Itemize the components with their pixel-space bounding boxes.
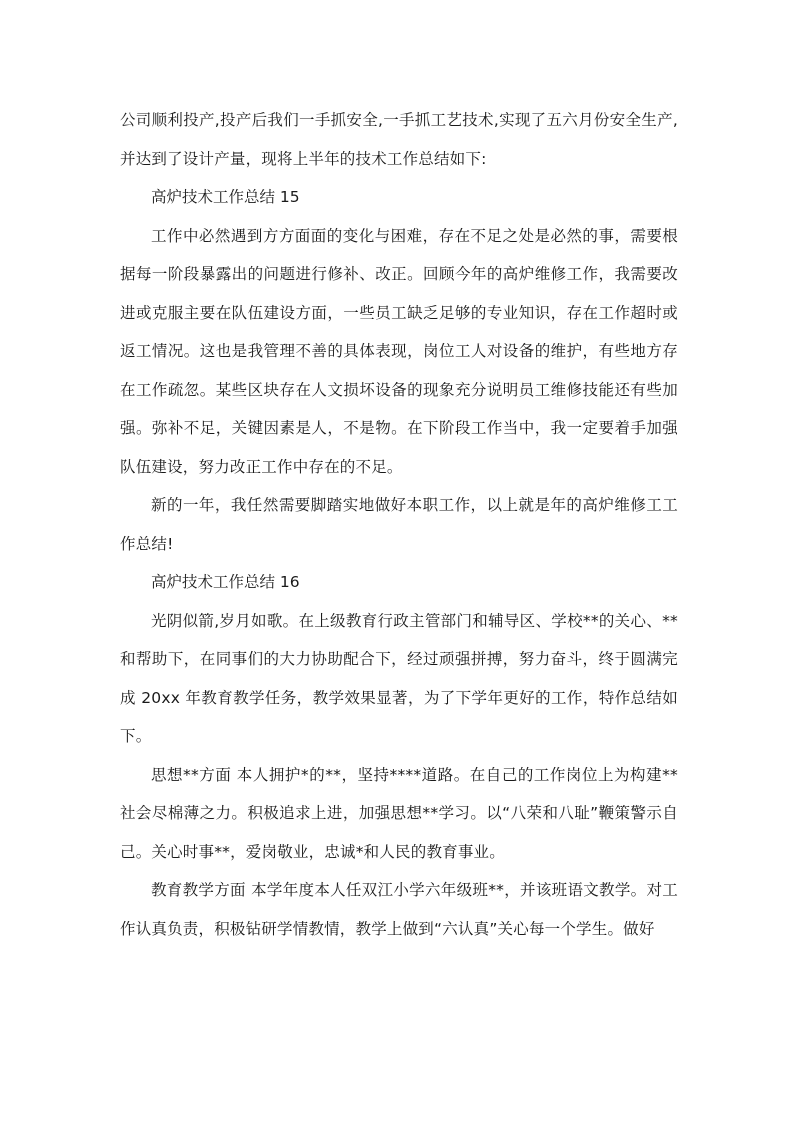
section-heading-15: 高炉技术工作总结 15 xyxy=(151,188,300,206)
paragraph-intro: 公司顺利投产,投产后我们一手抓安全,一手抓工艺技术,实现了五六月份安全生产,并达到了设计产量，现将上半年的技术工作总结如下: xyxy=(120,111,678,168)
paragraph-new-year: 新的一年，我任然需要脚踏实地做好本职工作，以上就是年的高炉维修工工作总结! xyxy=(120,496,678,553)
paragraph-teaching: 教育教学方面 本学年度本人任双江小学六年级班**，并该班语文教学。对工作认真负责，积极钻研学情教情，教学上做到“六认真”关心每一个学生。做好 xyxy=(120,881,678,938)
section-heading-16: 高炉技术工作总结 16 xyxy=(151,573,300,591)
paragraph-summary-15: 工作中必然遇到方方面面的变化与困难，存在不足之处是必然的事，需要根据每一阶段暴露出的问题进行修补、改正。回顾今年的高炉维修工作，我需要改进或克服主要在队伍建设方面，一些员工缺乏足够的专业知识，存在工作超时或返工情况。这也是我管理不善的具体表现，岗位工人对设备的维护，有些地方存在工作疏忽。某些区块存在人文损坏设备的现象充分说明员工维修技能还有些加强。弥补不足，关键因素是人，不是物。在下阶段工作当中，我一定要着手加强队伍建设，努力改正工作中存在的不足。 xyxy=(120,226,678,476)
paragraph-ideology: 思想**方面 本人拥护*的**，坚持****道路。在自己的工作岗位上为构建**社会尽棉薄之力。积极追求上进，加强思想**学习。以“八荣和八耻”鞭策警示自己。关心时事**，爱岗敬业，忠诚*和人民的教育事业。 xyxy=(120,765,678,861)
document-body xyxy=(120,101,678,948)
paragraph-summary-16: 光阴似箭,岁月如歌。在上级教育行政主管部门和辅导区、学校**的关心、**和帮助下，在同事们的大力协助配合下，经过顽强拼搏，努力奋斗，终于圆满完成 20xx 年教育教学任务，教学效果显著，为了下学年更好的工作，特作总结如下。 xyxy=(120,611,678,745)
